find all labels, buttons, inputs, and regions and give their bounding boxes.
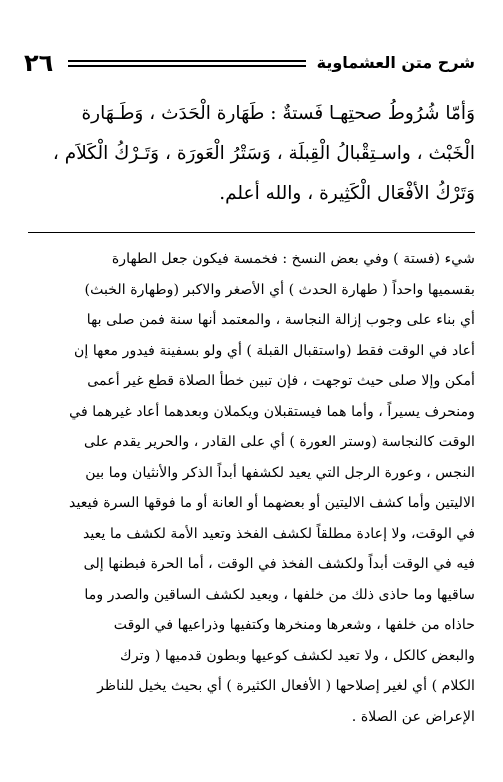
commentary-line: والبعض كالكل ، ولا تعيد لكشف كوعيها وبطون قدميها ( وترك (120, 647, 475, 664)
commentary-line: ومنحرف يسيراً ، وأما هما فيستقبلان ويكملان وبعدهما أعاد غيرهما في (69, 403, 475, 420)
commentary-line: شيء (فستة ) وفي بعض النسخ : فخمسة فيكون جعل الطهارة (111, 251, 475, 267)
commentary-line: الإعراض عن الصلاة . (351, 708, 475, 725)
commentary-line: حاذاه من خلفها ، وشعرها ومنخرها وكتفيها وذراعيها في الوقت (113, 617, 475, 633)
page-header (0, 46, 503, 82)
running-title: شرح متن العشماوية (316, 53, 475, 72)
page-number: ٢٦ (24, 49, 54, 77)
matn-line: الْخَبْث ، واسـتِقْبالُ الْقِبلَة ، وَسَتْرُ الْعَورَة ، وَتَـرْكُ الْكَلاَم ، (52, 143, 475, 164)
header-double-rule (68, 60, 306, 67)
commentary-line: فيه في الوقت أبداً ولكشف الفخذ في الوقت ، أما الحرة فبطنها إلى (83, 556, 475, 572)
section-divider (28, 232, 475, 233)
commentary-line: بقسميها واحداً ( طهارة الحدث ) أي الأصغر والاكبر (وطهارة الخبث) (84, 281, 475, 298)
commentary-line: النجس ، وعورة الرجل التي يعيد لكشفها أبداً الذكر والأنثيان وما بين (85, 464, 475, 481)
commentary-line: ساقيها وما حاذى ذلك من خلفها ، ويعيد لكشف الساقين والصدر وما (84, 586, 475, 603)
commentary-line: الكلام ) أي لغير إصلاحها ( الأفعال الكثيرة ) أي بحيث يخيل للناظر (97, 678, 475, 694)
matn-line: وَتَرْكُ الأفْعَال الْكَثِيرة ، والله أعلم. (219, 183, 475, 204)
commentary-line: الوقت كالنجاسة (وستر العورة ) أي على القادر ، والحرير يقدم على (84, 434, 475, 450)
commentary-text (28, 244, 475, 732)
matn-line: وَأمّا شُرُوطُ صحتِهـا فَستةٌ : طَهَارة الْحَدَث ، وَطَـهَارة (81, 103, 475, 124)
commentary-line: أعاد في الوقت فقط (واستقبال القبلة ) أي ولو بسفينة فيدور معها إن (73, 342, 475, 359)
matn-text (28, 94, 475, 214)
commentary-line: الاليتين وأما كشف الاليتين أو بعضهما أو العانة أو ما فوقها السرة فيعيد (69, 495, 475, 511)
commentary-line: في الوقت، ولا إعادة مطلقاً لكشف الفخذ وتعيد الأمة لكشف ما يعيد (82, 525, 475, 542)
commentary-line: أي بناء على وجوب إزالة النجاسة ، والمعتمد أنها سنة فمن صلى بها (86, 312, 475, 328)
commentary-line: أمكن وإلا صلى حيث توجهت ، فإن تبين خطأ الصلاة قطع غير أعمى (87, 373, 475, 389)
